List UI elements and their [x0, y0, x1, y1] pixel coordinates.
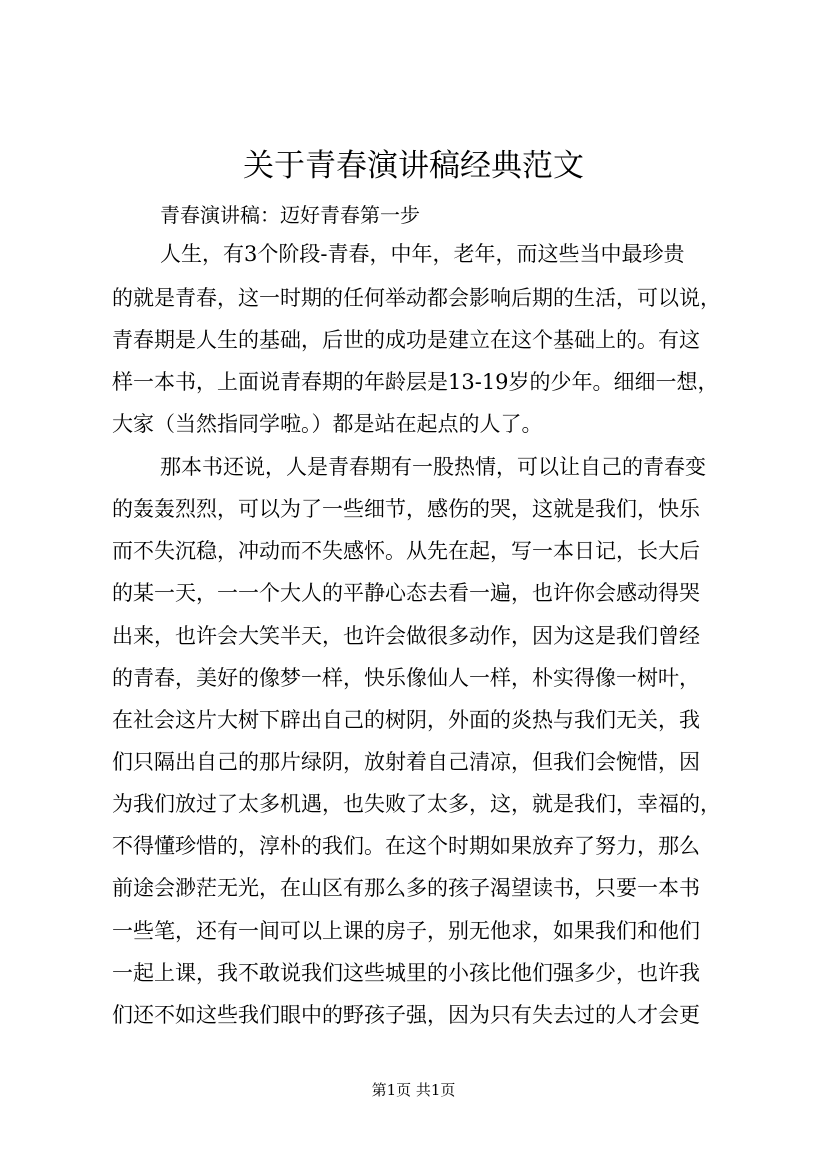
body-line: 不得懂珍惜的，淳朴的我们。在这个时期如果放弃了努力，那么	[112, 834, 700, 858]
body-line: 样一本书，上面说青春期的年龄层是13-19岁的少年。细细一想，	[112, 370, 719, 394]
body-line: 的轰轰烈烈，可以为了一些细节，感伤的哭，这就是我们，快乐	[112, 497, 700, 521]
body-line: 大家（当然指同学啦。）都是站在起点的人了。	[112, 412, 543, 436]
body-line: 一些笔，还有一间可以上课的房子，别无他求，如果我们和他们	[112, 919, 700, 943]
body-line: 出来，也许会大笑半天，也许会做很多动作，因为这是我们曾经	[112, 624, 700, 648]
document-title: 关于青春演讲稿经典范文	[243, 148, 584, 184]
body-line: 们只隔出自己的那片绿阴，放射着自己清凉，但我们会惋惜，因	[112, 750, 700, 774]
body-line: 一起上课，我不敢说我们这些城里的小孩比他们强多少，也许我	[112, 961, 700, 985]
body-line: 那本书还说，人是青春期有一股热情，可以让自己的青春变	[160, 455, 706, 479]
body-line: 而不失沉稳，冲动而不失感怀。从先在起，写一本日记，长大后	[112, 539, 700, 563]
page-number-footer: 第1页 共1页	[371, 1081, 456, 1099]
body-line: 人生，有3个阶段-青春，中年，老年，而这些当中最珍贵	[160, 242, 685, 266]
document-subtitle: 青春演讲稿：迈好青春第一步	[160, 203, 420, 227]
body-line: 的某一天，一一个大人的平静心态去看一遍，也许你会感动得哭	[112, 581, 700, 605]
body-line: 青春期是人生的基础，后世的成功是建立在这个基础上的。有这	[112, 328, 700, 352]
body-line: 前途会渺茫无光，在山区有那么多的孩子渴望读书，只要一本书	[112, 876, 700, 900]
body-line: 的青春，美好的像梦一样，快乐像仙人一样，朴实得像一树叶，	[112, 666, 700, 690]
body-line: 在社会这片大树下辟出自己的树阴，外面的炎热与我们无关，我	[112, 708, 700, 732]
body-line: 们还不如这些我们眼中的野孩子强，因为只有失去过的人才会更	[112, 1003, 700, 1027]
body-line: 的就是青春，这一时期的任何举动都会影响后期的生活，可以说，	[112, 286, 721, 310]
body-line: 为我们放过了太多机遇，也失败了太多，这，就是我们，幸福的，	[112, 792, 721, 816]
